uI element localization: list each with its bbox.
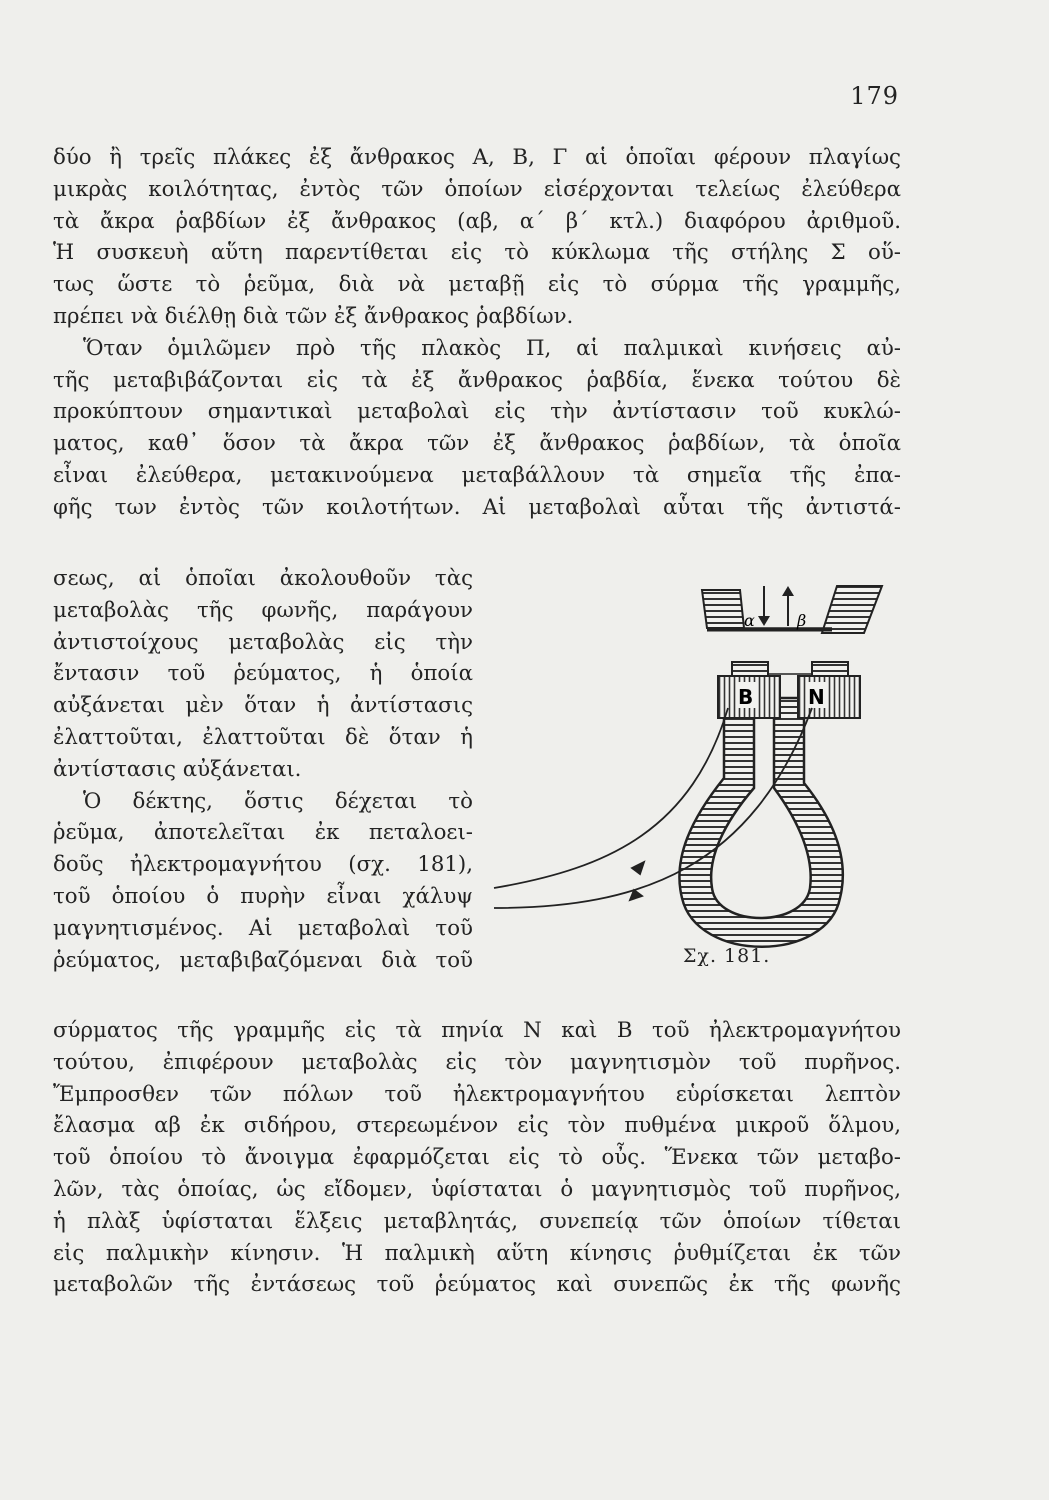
coil-label-b: Β xyxy=(738,685,754,709)
text-line: λῶν, τὰς ὁποίας, ὡς εἴδομεν, ὑφίσταται ὁ μαγνητισμὸς τοῦ πυρῆνος, xyxy=(53,1176,901,1202)
text-line: ῥεῦμα, ἀποτελεῖται ἐκ πεταλοει- xyxy=(53,820,473,846)
text-line: πρέπει νὰ διέλθῃ διὰ τῶν ἐξ ἄνθρακος ῥαβδίων. xyxy=(53,303,574,329)
text-line: Ἔμπροσθεν τῶν πόλων τοῦ ἠλεκτρομαγνήτου εὑρίσκεται λεπτὸν xyxy=(53,1081,901,1107)
text-line: δοῦς ἠλεκτρομαγνήτου (σχ. 181), xyxy=(53,852,473,878)
text-line: ἡ πλὰξ ὑφίσταται ἕλξεις μεταβλητάς, συνεπείᾳ τῶν ὁποίων τίθεται xyxy=(53,1208,901,1234)
text-line: τὰ ἄκρα ῥαβδίων ἐξ ἄνθρακος (αβ, α΄ β΄ κτλ.) διαφόρου ἀριθμοῦ. xyxy=(53,208,901,234)
label-alpha: α xyxy=(744,611,755,630)
top-paragraphs xyxy=(53,142,901,524)
text-line: ἔλασμα αβ ἐκ σιδήρου, στερεωμένον εἰς τὸν πυθμένα μικροῦ ὅλμου, xyxy=(53,1113,901,1139)
horseshoe-magnet xyxy=(679,698,842,947)
bottom-paragraphs xyxy=(53,1015,901,1301)
text-line: φῆς των ἐντὸς τῶν κοιλοτήτων. Αἱ μεταβολαὶ αὗται τῆς ἀντιστά- xyxy=(53,494,901,520)
wrapped-column xyxy=(53,563,473,976)
text-line: αὐξάνεται μὲν ὅταν ἡ ἀντίστασις xyxy=(53,693,473,719)
text-line: τοῦ ὁποίου τὸ ἄνοιγμα ἐφαρμόζεται εἰς τὸ οὖς. Ἕνεκα τῶν μεταβο- xyxy=(53,1145,901,1171)
text-line: τως ὥστε τὸ ῥεῦμα, διὰ νὰ μεταβῇ εἰς τὸ σύρμα τῆς γραμμῆς, xyxy=(53,272,901,298)
text-line: μεταβολῶν τῆς ἐντάσεως τοῦ ῥεύματος καὶ συνεπῶς ἐκ τῆς φωνῆς xyxy=(53,1272,901,1298)
text-line: προκύπτουν σημαντικαὶ μεταβολαὶ εἰς τὴν ἀντίστασιν τοῦ κυκλώ- xyxy=(53,399,901,425)
text-line: τοῦ ὁποίου ὁ πυρὴν εἶναι χάλυψ xyxy=(53,883,473,909)
text-line: μαγνητισμένος. Αἱ μεταβολαὶ τοῦ xyxy=(53,915,473,941)
text-line: εἶναι ἐλεύθερα, μετακινούμενα μεταβάλλουν τὰ σημεῖα τῆς ἐπα- xyxy=(53,462,901,488)
text-line: Ὁ δέκτης, ὅστις δέχεται τὸ xyxy=(83,788,473,814)
text-line: δύο ἢ τρεῖς πλάκες ἐξ ἄνθρακος Α, Β, Γ αἱ ὁποῖαι φέρουν πλαγίως xyxy=(53,145,901,170)
page-number: 179 xyxy=(850,82,899,110)
vibration-arrows xyxy=(758,586,794,626)
text-line: τῆς μεταβιβάζονται εἰς τὰ ἐξ ἄνθρακος ῥαβδία, ἕνεκα τούτου δὲ xyxy=(53,367,901,393)
text-line: σύρματος τῆς γραμμῆς εἰς τὰ πηνία Ν καὶ Β τοῦ ἠλεκτρομαγνήτου xyxy=(53,1018,901,1043)
figure-caption: Σχ. 181. xyxy=(683,945,771,967)
label-beta: β xyxy=(797,611,807,630)
coil-label-n: Ν xyxy=(808,685,825,709)
text-line: ἀντίστασις αὐξάνεται. xyxy=(53,756,302,782)
text-line: ματος, καθ᾽ ὅσον τὰ ἄκρα τῶν ἐξ ἄνθρακος ῥαβδίων, τὰ ὁποῖα xyxy=(53,431,901,457)
text-line: Ἡ συσκευὴ αὕτη παρεντίθεται εἰς τὸ κύκλωμα τῆς στήλης Σ οὕ- xyxy=(53,240,901,266)
text-line: τούτου, ἐπιφέρουν μεταβολὰς εἰς τὸν μαγνητισμὸν τοῦ πυρῆνος. xyxy=(53,1049,901,1075)
text-line: ἔντασιν τοῦ ῥεύματος, ἡ ὁποία xyxy=(53,661,473,687)
text-line: ἐλαττοῦται, ἐλαττοῦται δὲ ὅταν ἡ xyxy=(53,724,473,750)
text-line: μικρὰς κοιλότητας, ἐντὸς τῶν ὁποίων εἰσέρχονται τελείως ἐλεύθερα xyxy=(53,176,901,202)
text-line: ἀντιστοίχους μεταβολὰς εἰς τὴν xyxy=(53,629,473,655)
coil-n xyxy=(798,676,860,718)
text-line: Ὅταν ὁμιλῶμεν πρὸ τῆς πλακὸς Π, αἱ παλμικαὶ κινήσεις αὐ- xyxy=(83,335,901,361)
line-wires xyxy=(494,708,812,908)
text-line: ῥεύματος, μεταβιβαζόμεναι διὰ τοῦ xyxy=(53,947,473,973)
text-line: εἰς παλμικὴν κίνησιν. Ἡ παλμικὴ αὕτη κίνησις ῥυθμίζεται ἐκ τῶν xyxy=(53,1240,901,1266)
text-line: σεως, αἱ ὁποῖαι ἀκολουθοῦν τὰς xyxy=(53,566,473,591)
text-line: μεταβολὰς τῆς φωνῆς, παράγουν xyxy=(53,597,473,623)
